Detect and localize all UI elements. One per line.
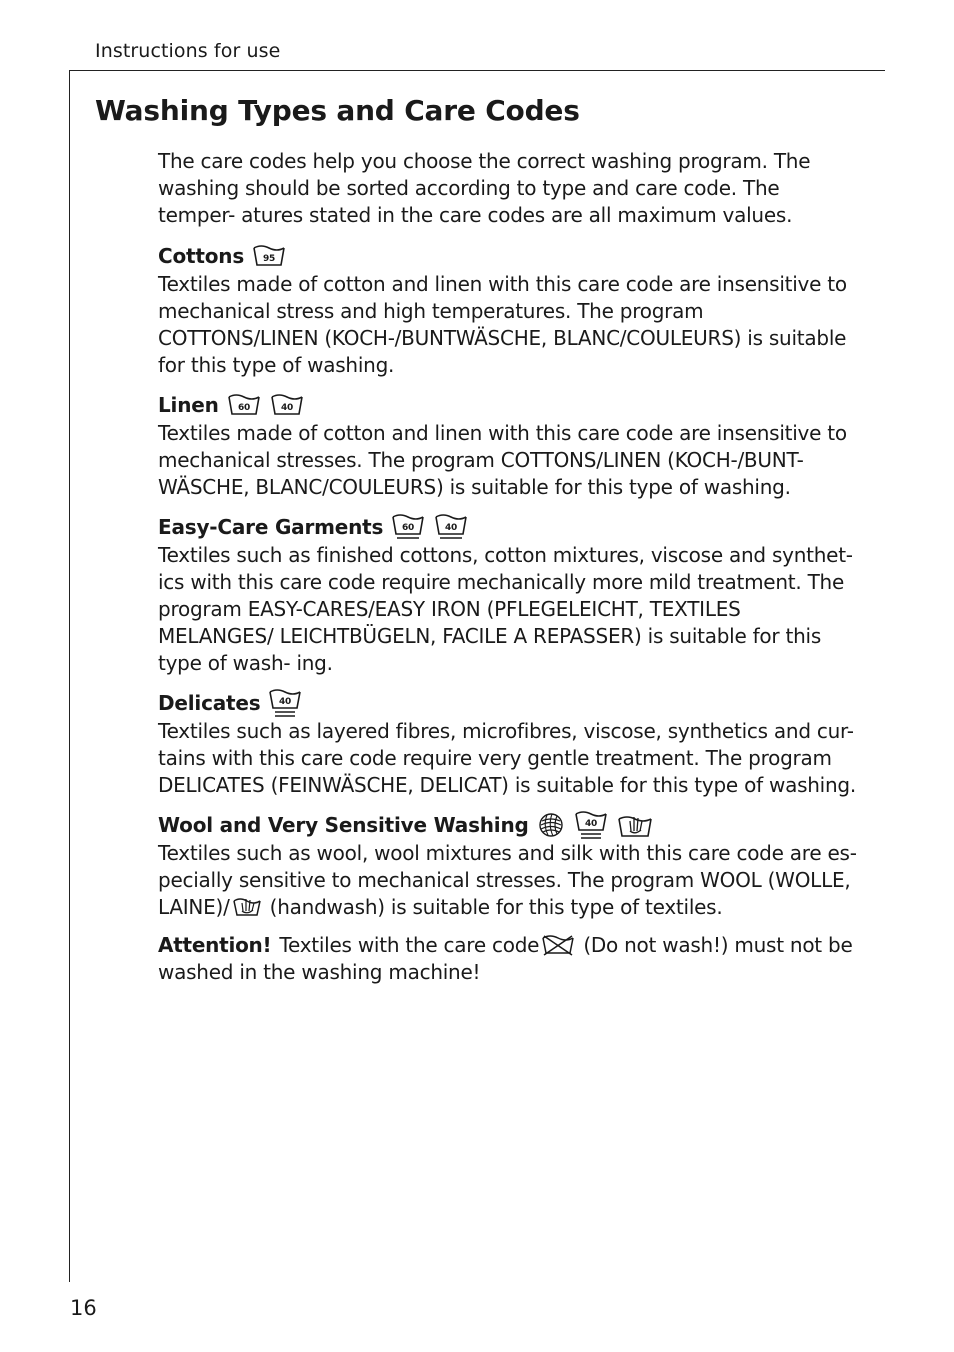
section-linen <box>158 390 860 501</box>
attention-note <box>158 932 860 986</box>
section-title: Cottons <box>158 244 245 268</box>
attention-text: (Do not wash!) must not be washed in the washing machine! <box>158 933 853 984</box>
hand-wash-icon <box>617 811 653 839</box>
section-text-part: Textiles such as wool, wool mixtures and silk with this care code are es- pecially sensitive to mechanical stresses. The program WOOL (WOLLE, LAINE)/ <box>158 841 857 919</box>
section-delicates <box>158 688 860 799</box>
wash-95-icon <box>252 244 286 268</box>
svg-text:60: 60 <box>402 523 415 533</box>
section-title: Linen <box>158 393 219 417</box>
wash-60-icon <box>227 393 261 417</box>
section-text: Textiles such as finished cottons, cotton mixtures, viscose and synthet- ics with this care code require mechanically more mild treatment. The program EASY-CARES/EASY IRON (PFLEGELEICHT, TEXTILES MELANGES/ LEICHTBÜGELN, FACILE A REPASSER) is suitable for this type of wash- ing. <box>158 543 853 675</box>
margin-rule <box>69 70 70 1282</box>
wool-ball-icon <box>537 811 565 839</box>
section-heading <box>158 512 860 542</box>
wash-40-very-gentle-icon <box>574 810 608 840</box>
running-head: Instructions for use <box>95 40 281 62</box>
page-number: 16 <box>70 1296 97 1320</box>
section-text: Textiles such as layered fibres, microfibres, viscose, synthetics and cur- tains with this care code require very gentle treatment. The program DELICATES (FEINWÄSCHE, DELICAT) is suitable for this type of washing. <box>158 719 856 797</box>
section-heading <box>158 241 860 271</box>
svg-text:40: 40 <box>280 403 293 413</box>
wash-40-icon <box>270 393 304 417</box>
svg-text:40: 40 <box>279 697 292 707</box>
svg-text:60: 60 <box>237 403 250 413</box>
page-title: Washing Types and Care Codes <box>95 94 580 127</box>
section-wool <box>158 810 860 921</box>
section-text-part: (handwash) is suitable for this type of textiles. <box>263 895 723 919</box>
attention-label: Attention! <box>158 933 272 957</box>
section-title: Easy-Care Garments <box>158 515 384 539</box>
intro-paragraph: The care codes help you choose the correct washing program. The washing should be sorted according to type and care code. The temper- atures stated in the care codes are all maximum values. <box>158 149 811 227</box>
section-text: Textiles made of cotton and linen with this care code are insensitive to mechanical stress and high temperatures. The program COTTONS/LINEN (KOCH-/BUNTWÄSCHE, BLANC/COULEURS) is suitable for this type of washing. <box>158 272 847 377</box>
section-title: Wool and Very Sensitive Washing <box>158 813 529 837</box>
do-not-wash-icon <box>541 934 575 956</box>
section-heading <box>158 810 860 840</box>
section-title: Delicates <box>158 691 261 715</box>
section-text <box>158 840 860 921</box>
wash-60-gentle-icon <box>391 513 425 541</box>
main-content <box>158 148 860 986</box>
wash-40-gentle-icon <box>434 513 468 541</box>
wash-40-very-gentle-icon <box>268 688 302 718</box>
section-cottons <box>158 241 860 379</box>
hand-wash-icon <box>232 894 262 918</box>
section-heading <box>158 390 860 420</box>
header-rule <box>69 70 885 71</box>
section-easy-care <box>158 512 860 677</box>
svg-text:95: 95 <box>262 254 276 264</box>
section-heading <box>158 688 860 718</box>
svg-text:40: 40 <box>584 819 597 829</box>
section-text: Textiles made of cotton and linen with this care code are insensitive to mechanical stresses. The program COTTONS/LINEN (KOCH-/BUNT- WÄSCHE, BLANC/COULEURS) is suitable for this type of washing. <box>158 421 847 499</box>
attention-text: Textiles with the care code <box>279 933 540 957</box>
svg-text:40: 40 <box>445 523 458 533</box>
